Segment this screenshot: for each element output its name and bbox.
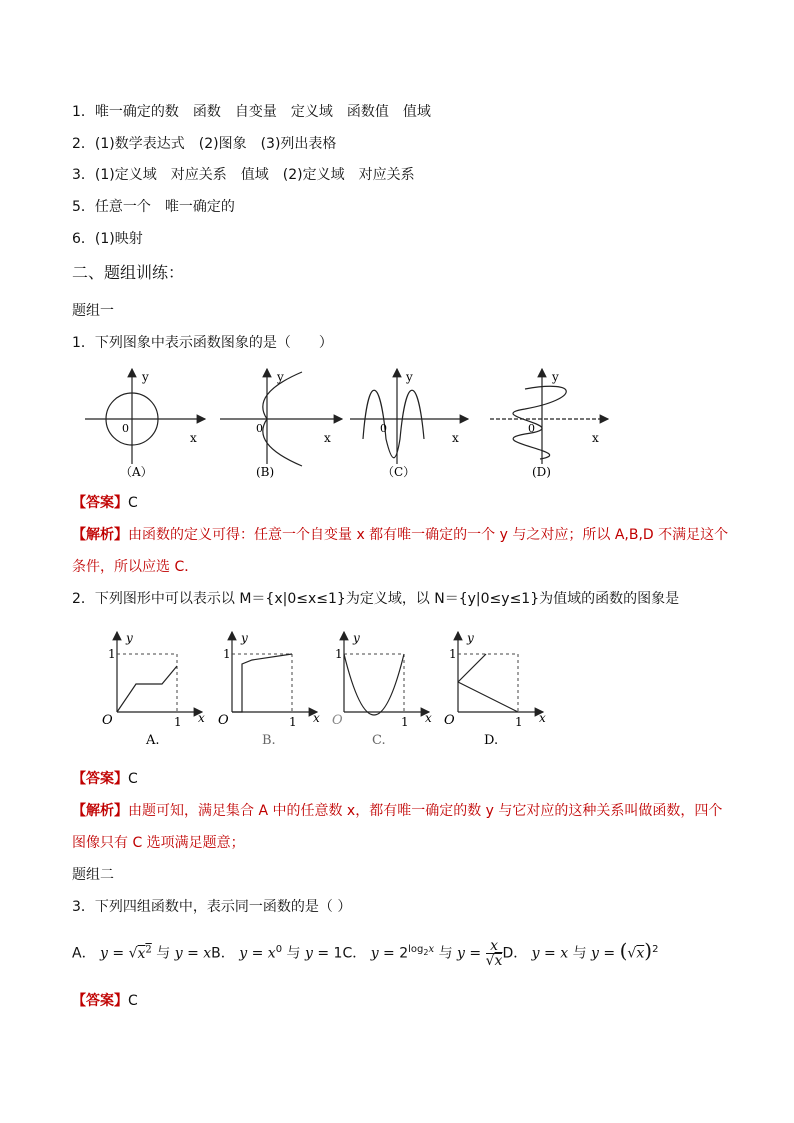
- fig2c-y: y: [353, 631, 360, 645]
- option-a-label: A．: [72, 945, 96, 962]
- analysis-text: 由题可知，满足集合 A 中的任意数 x，都有唯一确定的数 y 与它对应的这种关系叫做函数，四个: [128, 803, 723, 819]
- fig1b-x-label: x: [324, 431, 331, 445]
- question-2-analysis-2: 图像只有 C 选项满足题意；: [72, 835, 245, 851]
- fig1d-caption: (D): [532, 465, 551, 479]
- fig2c-x: x: [425, 711, 432, 725]
- fig2a-x: x: [198, 711, 205, 725]
- summary-line-2: 2．(1)数学表达式 (2)图象 (3)列出表格: [72, 136, 337, 152]
- question-2-stem: 2．下列图形中可以表示以 M＝{x|0≤x≤1}为定义域，以 N＝{y|0≤y≤1}为值域的函数的图象是: [72, 591, 680, 607]
- option-b-label: B．: [211, 945, 235, 962]
- fig1c-caption: （C）: [382, 465, 416, 479]
- fig2a-origin: O: [102, 713, 113, 728]
- fig2c-one-x: 1: [401, 715, 409, 729]
- fig2a-one-y: 1: [108, 647, 116, 661]
- fig2b-origin: O: [218, 713, 229, 728]
- fig2a-y: y: [126, 631, 133, 645]
- option-a-conj: 与: [156, 945, 171, 962]
- option-c-label: C．: [342, 945, 367, 962]
- answer-tag: 【答案】: [72, 771, 128, 787]
- question-1-figures: [80, 364, 620, 484]
- fig2c-origin: O: [332, 713, 343, 728]
- fig1a-caption: （A）: [120, 465, 153, 479]
- analysis-tag: 【解析】: [72, 803, 128, 819]
- summary-line-5: 5．任意一个 唯一确定的: [72, 199, 235, 215]
- fig1b-origin: 0: [256, 422, 263, 435]
- answer-tag: 【答案】: [72, 993, 128, 1009]
- fig2b-y: y: [241, 631, 248, 645]
- analysis-text: 由函数的定义可得：任意一个自变量 x 都有唯一确定的一个 y 与之对应；所以 A,B,D 不满足这个: [128, 527, 729, 543]
- fig1d-x-label: x: [592, 431, 599, 445]
- fig2a-caption: A.: [146, 733, 160, 748]
- fig2d-y: y: [467, 631, 474, 645]
- group-2-title: 题组二: [72, 867, 114, 883]
- summary-line-1: 1．唯一确定的数 函数 自变量 定义域 函数值 值域: [72, 104, 431, 120]
- answer-value: C: [128, 993, 138, 1009]
- fig2b-one-y: 1: [223, 647, 231, 661]
- summary-line-6: 6．(1)映射: [72, 231, 143, 247]
- question-1-answer: [72, 494, 138, 512]
- fig2c-one-y: 1: [335, 647, 343, 661]
- question-3-options: A． $y = √x^2$ 与 y = xB． $y = x^0$ 与 y = 1C． $y = 2^{log_2x}$ 与 y = $\frac{x}{√x}$ D． y = x 与 $y = (√x)^2$: [72, 938, 659, 970]
- option-d-conj: 与: [572, 945, 587, 962]
- question-2-analysis-1: [72, 802, 722, 820]
- option-c-conj: 与: [438, 945, 453, 962]
- fig2a-one-x: 1: [174, 715, 182, 729]
- question-1-analysis-1: [72, 526, 728, 544]
- fig1c-x-label: x: [452, 431, 459, 445]
- fig1c-y-label: y: [406, 370, 413, 384]
- question-1-analysis-2: 条件，所以应选 C．: [72, 559, 199, 575]
- answer-value: C: [128, 771, 138, 787]
- fig2c-caption: C.: [372, 733, 386, 748]
- fig1b-caption: (B): [256, 465, 275, 479]
- fig1a-y-label: y: [142, 370, 149, 384]
- fig2d-caption: D.: [484, 733, 499, 748]
- question-2-answer: [72, 770, 138, 788]
- fig2b-caption: B.: [262, 733, 276, 748]
- fig2b-one-x: 1: [289, 715, 297, 729]
- option-d-label: D．: [502, 945, 528, 962]
- group-1-title: 题组一: [72, 303, 114, 319]
- analysis-tag: 【解析】: [72, 527, 128, 543]
- question-1-stem: 1．下列图象中表示函数图象的是（ ）: [72, 335, 333, 351]
- fig1d-origin: 0: [528, 422, 535, 435]
- question-3-stem: 3．下列四组函数中，表示同一函数的是（ ）: [72, 899, 352, 915]
- option-b-conj: 与: [286, 945, 301, 962]
- section-heading: 二、题组训练：: [72, 263, 185, 282]
- question-3-answer: [72, 992, 138, 1010]
- summary-line-3: 3．(1)定义域 对应关系 值域 (2)定义域 对应关系: [72, 167, 415, 183]
- fig1c-origin: 0: [380, 422, 387, 435]
- fig2b-x: x: [313, 711, 320, 725]
- answer-value: C: [128, 495, 138, 511]
- fig1a-x-label: x: [190, 431, 197, 445]
- fig1d-y-label: y: [552, 370, 559, 384]
- fig2d-x: x: [539, 711, 546, 725]
- figure-1d-zigzag: [490, 369, 608, 464]
- fig2d-origin: O: [444, 713, 455, 728]
- fig1b-y-label: y: [277, 370, 284, 384]
- fig2d-one-x: 1: [515, 715, 523, 729]
- fig1a-origin: 0: [122, 422, 129, 435]
- answer-tag: 【答案】: [72, 495, 128, 511]
- fig2d-one-y: 1: [449, 647, 457, 661]
- question-2-figures: [92, 626, 562, 754]
